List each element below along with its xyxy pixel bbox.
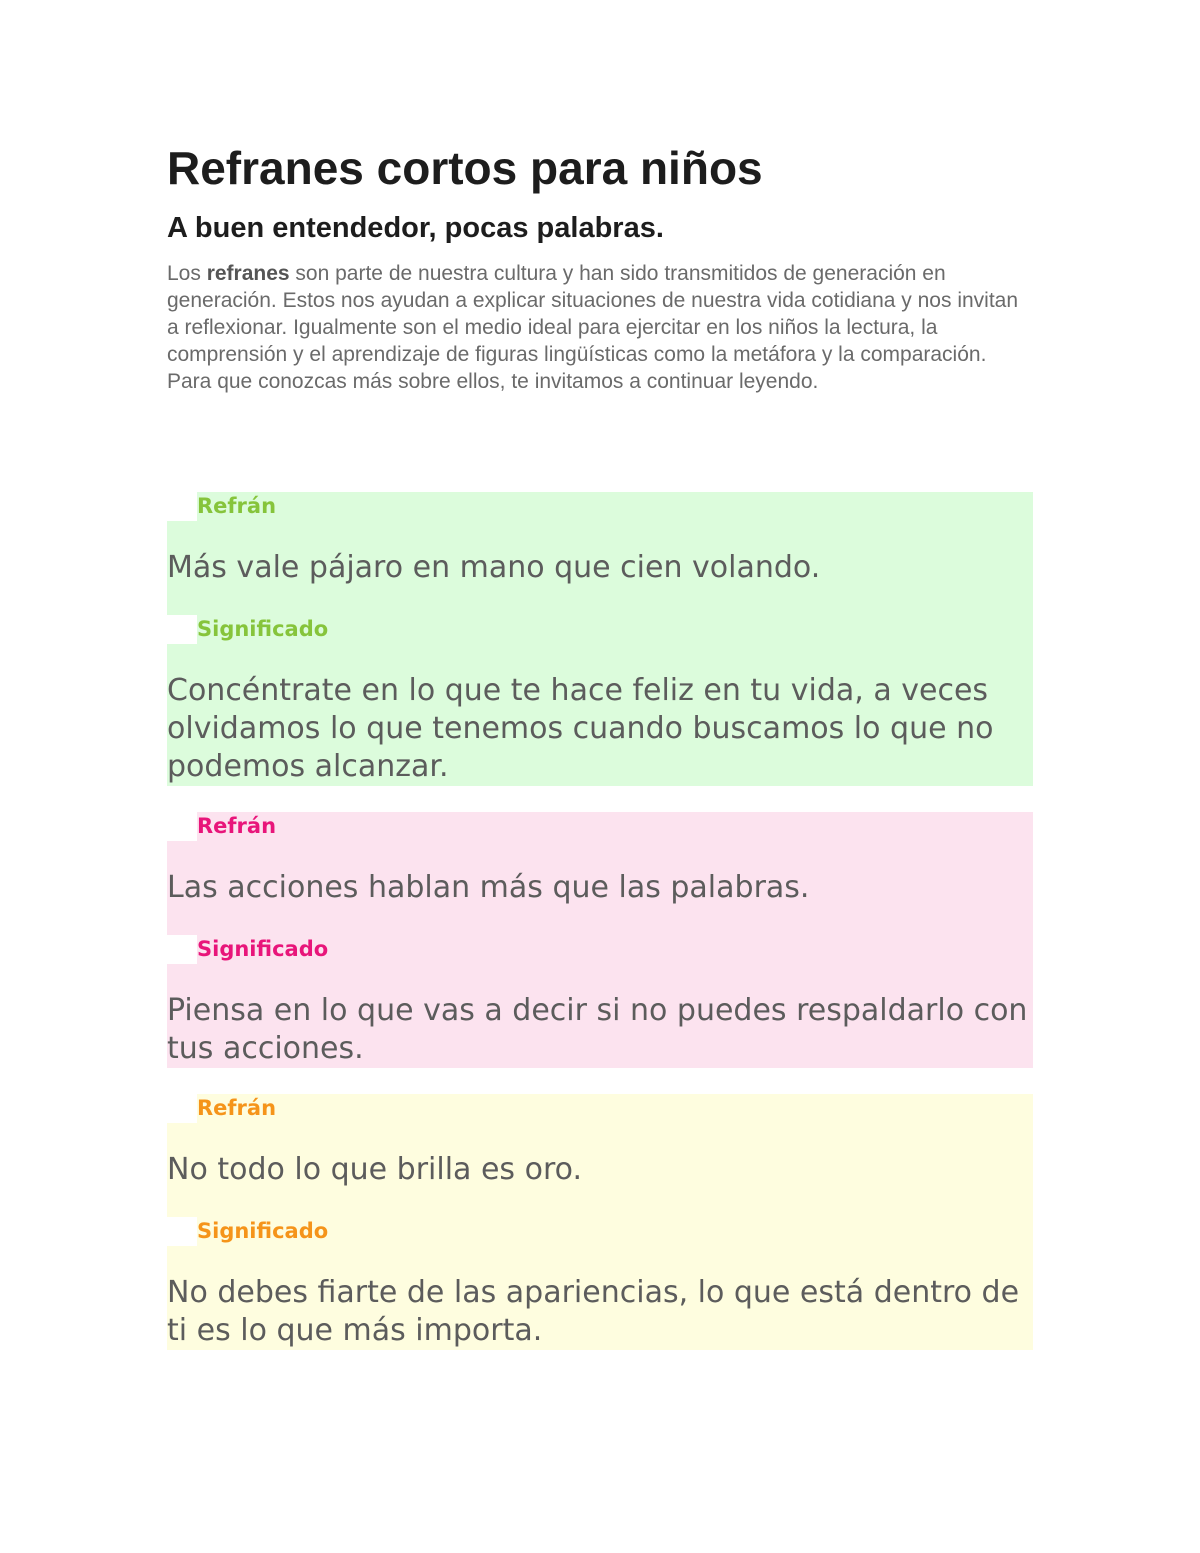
card-notch <box>167 615 197 644</box>
intro-text-start: Los <box>167 262 207 285</box>
significado-label: Significado <box>197 1219 329 1243</box>
card-notch <box>167 492 197 521</box>
card-notch <box>167 1094 197 1123</box>
intro-bold-word: refranes <box>206 262 290 285</box>
significado-text: Piensa en lo que vas a decir si no puedes respaldarlo con tus acciones. <box>167 993 1028 1066</box>
refran-text: Más vale pájaro en mano que cien volando. <box>167 550 821 585</box>
proverb-card-1 <box>167 492 1033 786</box>
page-title: Refranes cortos para niños <box>167 142 763 194</box>
intro-text-rest: son parte de nuestra cultura y han sido transmitidos de generación en generación. Estos nos ayudan a explicar situaciones de nuestra vida cotidiana y nos invitan a reflexionar. Igualmente son el medio ideal para ejercitar en los niños la lectura, la comprensión y el aprendizaje de figuras lingüísticas como la metáfora y la comparación. Para que conozcas más sobre ellos, te invitamos a continuar leyendo. <box>167 262 1019 393</box>
significado-text: Concéntrate en lo que te hace feliz en tu vida, a veces olvidamos lo que tenemos cuando buscamos lo que no podemos alcanzar. <box>167 673 994 784</box>
card-notch <box>167 935 197 964</box>
refran-text: Las acciones hablan más que las palabras. <box>167 870 810 905</box>
significado-label: Significado <box>197 937 329 961</box>
significado-text: No debes fiarte de las apariencias, lo que está dentro de ti es lo que más importa. <box>167 1275 1020 1348</box>
refran-label: Refrán <box>197 494 277 518</box>
intro-paragraph <box>167 260 1027 395</box>
card-notch <box>167 812 197 841</box>
refran-label: Refrán <box>197 814 277 838</box>
proverb-card-2 <box>167 812 1033 1068</box>
significado-label: Significado <box>197 617 329 641</box>
proverb-card-3 <box>167 1094 1033 1350</box>
refran-label: Refrán <box>197 1096 277 1120</box>
page-subtitle: A buen entendedor, pocas palabras. <box>167 212 664 244</box>
card-notch <box>167 1217 197 1246</box>
refran-text: No todo lo que brilla es oro. <box>167 1152 582 1187</box>
